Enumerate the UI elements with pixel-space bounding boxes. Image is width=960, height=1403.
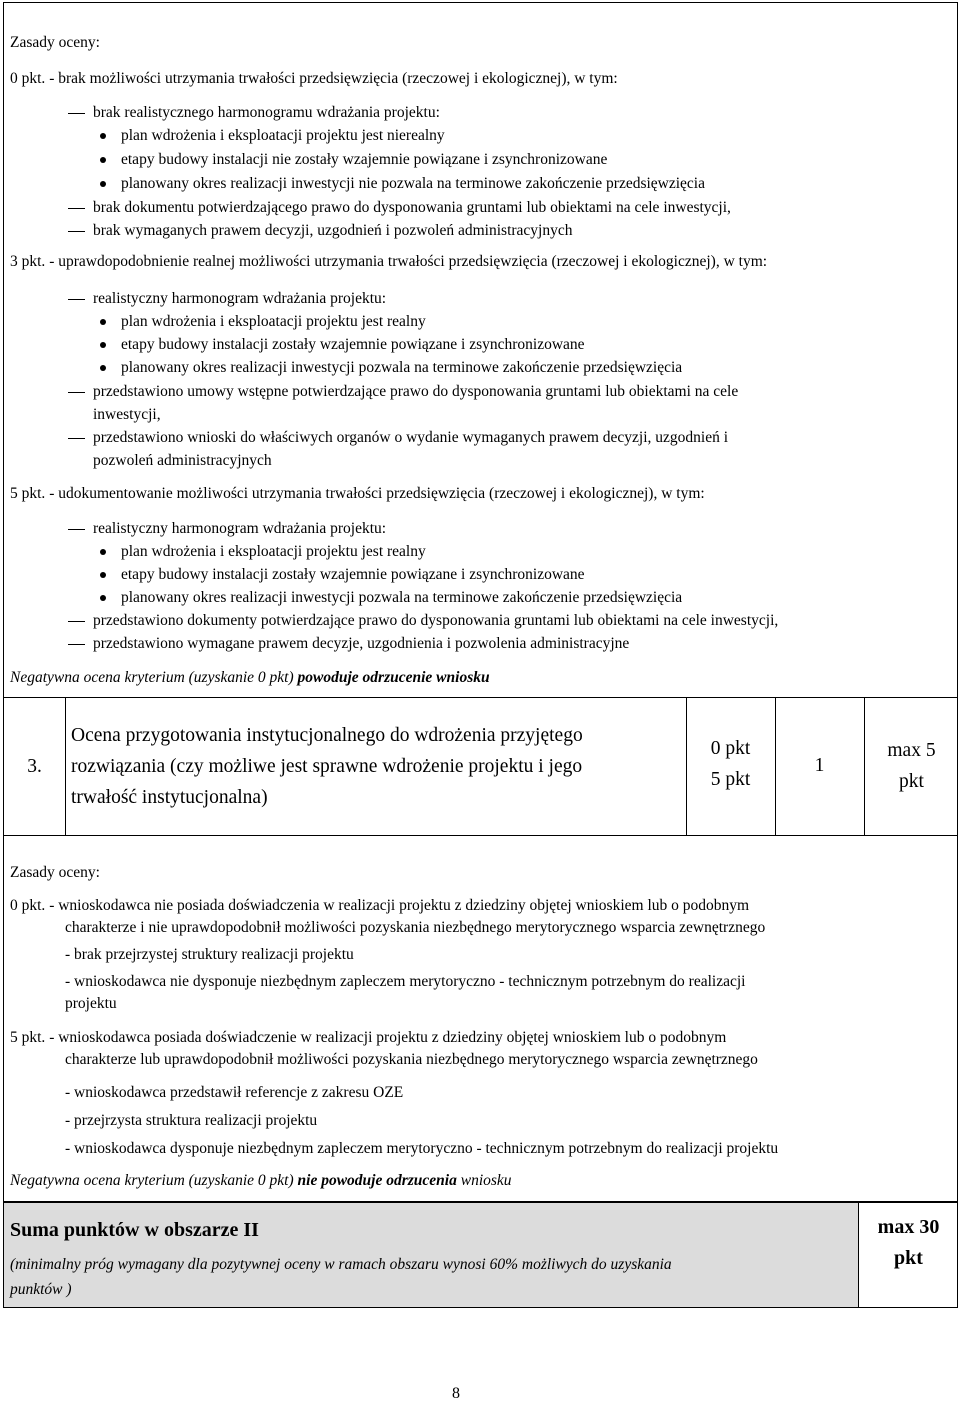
score-0-text-cont: charakterze i nie uprawdopodobnił możliwości pozyskania niezbędnego merytorycznego wsparcia zewnętrznego bbox=[65, 919, 766, 936]
list-item: plan wdrożenia i eksploatacji projektu jest nierealny bbox=[121, 127, 445, 144]
list-item: przedstawiono umowy wstępne potwierdzające prawo do dysponowania gruntami lub obiektami na cele bbox=[93, 383, 739, 400]
list-item: etapy budowy instalacji nie zostały wzajemnie powiązane i zsynchronizowane bbox=[121, 151, 608, 168]
criterion-title bbox=[71, 720, 583, 813]
criterion-title-line: trwałość instytucjonalna) bbox=[71, 787, 268, 808]
summary-max-score bbox=[858, 1212, 959, 1274]
list-item: przedstawiono wymagane prawem decyzje, uzgodnienia i pozwolenia administracyjne bbox=[93, 635, 630, 652]
list-item: - wnioskodawca dysponuje niezbędnym zapleczem merytoryczno - technicznym potrzebnym do realizacji projektu bbox=[65, 1140, 779, 1157]
rejection-note-emphasis: nie powoduje odrzucenia bbox=[297, 1172, 457, 1189]
rejection-note bbox=[10, 669, 490, 687]
criterion-row bbox=[3, 697, 958, 836]
max-score-value: max 30 bbox=[877, 1216, 940, 1238]
list-item-continuation: projektu bbox=[65, 995, 117, 1012]
score-option: 0 pkt bbox=[710, 738, 751, 759]
list-item: planowany okres realizacji inwestycji nie pozwala na terminowe zakończenie przedsięwzięcia bbox=[121, 175, 705, 192]
score-0-rule bbox=[10, 897, 749, 915]
list-item: planowany okres realizacji inwestycji pozwala na terminowe zakończenie przedsięwzięcia bbox=[121, 589, 683, 606]
list-item: realistyczny harmonogram wdrażania projektu: bbox=[93, 520, 387, 537]
rejection-note bbox=[10, 1172, 512, 1190]
list-item: przedstawiono dokumenty potwierdzające prawo do dysponowania gruntami lub obiektami na cele inwestycji, bbox=[93, 612, 779, 629]
score-5-text: - wnioskodawca posiada doświadczenie w realizacji projektu z dziedziny objętej wnioskiem lub o podobnym bbox=[45, 1029, 727, 1046]
area-summary bbox=[3, 1202, 958, 1308]
list-item: etapy budowy instalacji zostały wzajemnie powiązane i zsynchronizowane bbox=[121, 566, 585, 583]
rules-heading: Zasady oceny: bbox=[10, 34, 100, 51]
criterion-number: 3. bbox=[27, 756, 42, 777]
summary-note bbox=[10, 1252, 672, 1302]
criterion-score-range bbox=[686, 733, 775, 795]
score-0-rule bbox=[10, 70, 618, 88]
list-item: planowany okres realizacji inwestycji pozwala na terminowe zakończenie przedsięwzięcia bbox=[121, 359, 683, 376]
rejection-note-text: Negatywna ocena kryterium (uzyskanie 0 pkt) bbox=[10, 1172, 298, 1189]
score-0-label: 0 pkt. bbox=[10, 70, 46, 87]
list-item-continuation: inwestycji, bbox=[93, 406, 161, 423]
score-0-text: - wnioskodawca nie posiada doświadczenia w realizacji projektu z dziedziny objętej wnioskiem lub o podobnym bbox=[45, 897, 750, 914]
rejection-note-tail: wniosku bbox=[456, 1172, 512, 1189]
score-5-rule bbox=[10, 1029, 726, 1047]
score-0-text: - brak możliwości utrzymania trwałości przedsięwzięcia (rzeczowej i ekologicznej), w tym: bbox=[45, 70, 618, 87]
rejection-note-text: Negatywna ocena kryterium (uzyskanie 0 pkt) bbox=[10, 669, 298, 686]
list-item: etapy budowy instalacji zostały wzajemnie powiązane i zsynchronizowane bbox=[121, 336, 585, 353]
score-5-rule bbox=[10, 485, 705, 503]
page-number: 8 bbox=[452, 1385, 460, 1402]
list-item-continuation: pozwoleń administracyjnych bbox=[93, 452, 272, 469]
criterion-max-score bbox=[864, 735, 959, 797]
score-5-label: 5 pkt. bbox=[10, 485, 46, 502]
score-5-text-cont: charakterze lub uprawdopodobnił możliwości pozyskania niezbędnego merytorycznego wsparcia zewnętrznego bbox=[65, 1051, 758, 1068]
score-3-label: 3 pkt. bbox=[10, 253, 46, 270]
scoring-rules-box bbox=[3, 2, 958, 698]
list-item: - wnioskodawca przedstawił referencje z zakresu OZE bbox=[65, 1084, 404, 1101]
criterion-title-line: rozwiązania (czy możliwe jest sprawne wdrożenie projektu i jego bbox=[71, 756, 583, 777]
score-5-text: - udokumentowanie możliwości utrzymania trwałości przedsięwzięcia (rzeczowej i ekologicznej), w tym: bbox=[45, 485, 705, 502]
max-score-unit: pkt bbox=[899, 771, 924, 792]
list-item: brak realistycznego harmonogramu wdrażania projektu: bbox=[93, 104, 440, 121]
score-option: 5 pkt bbox=[710, 769, 751, 790]
score-3-rule bbox=[10, 253, 767, 271]
score-0-label: 0 pkt. bbox=[10, 897, 46, 914]
list-item: brak dokumentu potwierdzającego prawo do dysponowania gruntami lub obiektami na cele inwestycji, bbox=[93, 199, 731, 216]
list-item: brak wymaganych prawem decyzji, uzgodnień i pozwoleń administracyjnych bbox=[93, 222, 573, 239]
score-5-label: 5 pkt. bbox=[10, 1029, 46, 1046]
criterion-title-line: Ocena przygotowania instytucjonalnego do wdrożenia przyjętego bbox=[71, 725, 583, 746]
list-item: - brak przejrzystej struktury realizacji projektu bbox=[65, 946, 354, 963]
list-item: plan wdrożenia i eksploatacji projektu jest realny bbox=[121, 543, 426, 560]
list-item: realistyczny harmonogram wdrażania projektu: bbox=[93, 290, 387, 307]
list-item: przedstawiono wnioski do właściwych organów o wydanie wymaganych prawem decyzji, uzgodnień i bbox=[93, 429, 729, 446]
max-score-value: max 5 bbox=[887, 740, 936, 761]
list-item: - wnioskodawca nie dysponuje niezbędnym zapleczem merytoryczno - technicznym potrzebnym do realizacji bbox=[65, 973, 746, 990]
summary-title: Suma punktów w obszarze II bbox=[10, 1219, 259, 1241]
summary-note-line: punktów ) bbox=[10, 1281, 72, 1298]
rejection-note-emphasis: powoduje odrzucenie wniosku bbox=[297, 669, 490, 686]
rules-heading: Zasady oceny: bbox=[10, 864, 100, 881]
list-item: plan wdrożenia i eksploatacji projektu jest realny bbox=[121, 313, 426, 330]
score-3-text: - uprawdopodobnienie realnej możliwości utrzymania trwałości przedsięwzięcia (rzeczowej i ekologicznej), w tym: bbox=[45, 253, 768, 270]
list-item: - przejrzysta struktura realizacji projektu bbox=[65, 1112, 318, 1129]
max-score-unit: pkt bbox=[894, 1247, 923, 1269]
summary-note-line: (minimalny próg wymagany dla pozytywnej oceny w ramach obszaru wynosi 60% możliwych do uzyskania bbox=[10, 1256, 672, 1273]
scoring-rules-box bbox=[3, 835, 958, 1202]
criterion-weight: 1 bbox=[814, 755, 825, 776]
